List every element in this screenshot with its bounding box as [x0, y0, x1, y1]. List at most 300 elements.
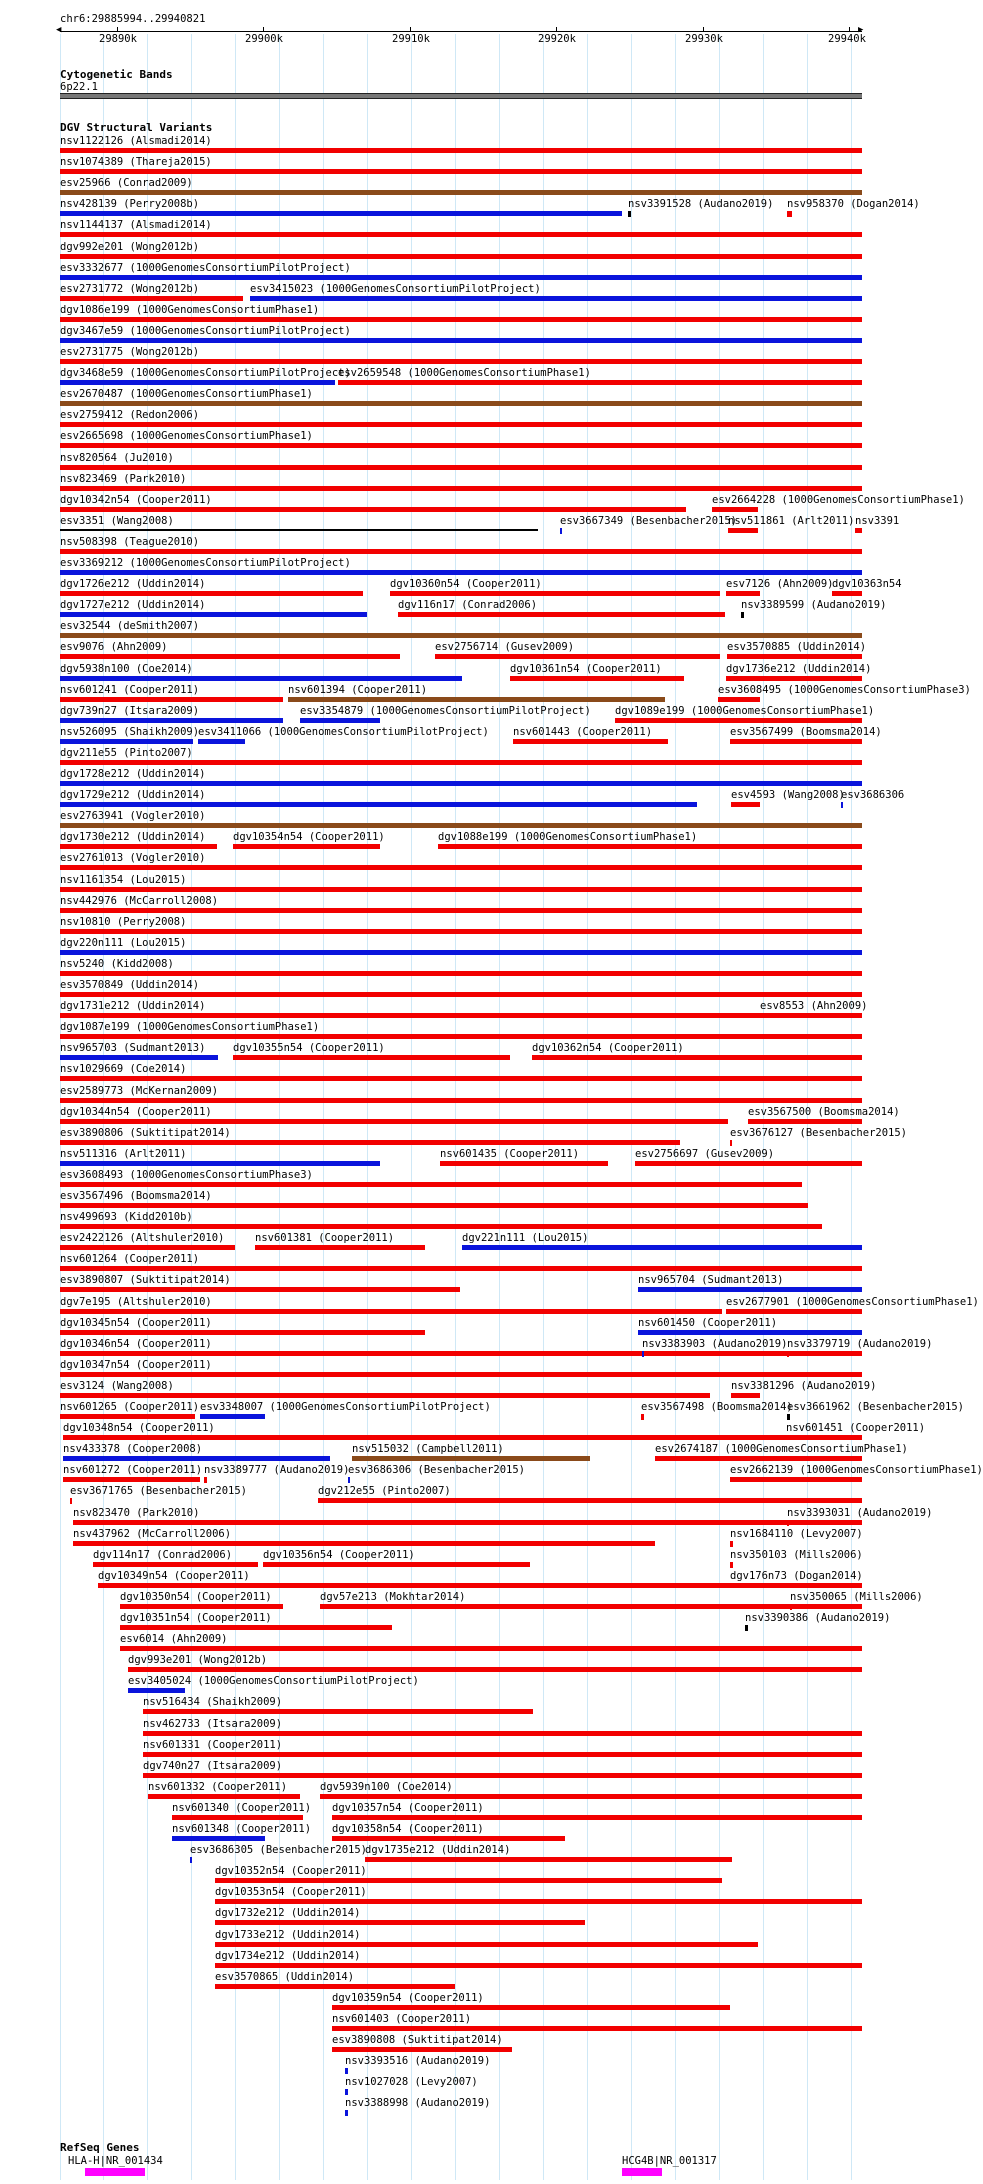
- variant-bar[interactable]: [730, 1477, 862, 1482]
- variant-label[interactable]: dgv10350n54 (Cooper2011): [120, 1591, 272, 1603]
- variant-label[interactable]: nsv508398 (Teague2010): [60, 536, 200, 548]
- variant-bar[interactable]: [60, 317, 862, 322]
- variant-bar[interactable]: [60, 465, 862, 470]
- variant-label[interactable]: dgv5938n100 (Coe2014): [60, 663, 193, 675]
- variant-bar[interactable]: [730, 1583, 760, 1588]
- variant-bar[interactable]: [345, 2110, 348, 2116]
- variant-label[interactable]: esv6014 (Ahn2009): [120, 1633, 228, 1645]
- variant-bar[interactable]: [60, 865, 862, 870]
- variant-label[interactable]: dgv1734e212 (Uddin2014): [215, 1950, 361, 1962]
- variant-bar[interactable]: [345, 2068, 348, 2074]
- variant-bar[interactable]: [60, 169, 862, 174]
- variant-bar[interactable]: [790, 1604, 792, 1610]
- variant-label[interactable]: dgv10354n54 (Cooper2011): [233, 831, 385, 843]
- variant-label[interactable]: esv2674187 (1000GenomesConsortiumPhase1): [655, 1443, 908, 1455]
- variant-bar[interactable]: [726, 676, 862, 681]
- variant-label[interactable]: nsv601394 (Cooper2011): [288, 684, 428, 696]
- variant-bar[interactable]: [60, 338, 862, 343]
- variant-label[interactable]: dgv176n73 (Dogan2014): [730, 1570, 863, 1582]
- variant-bar[interactable]: [128, 1688, 185, 1693]
- variant-bar[interactable]: [263, 1562, 530, 1567]
- variant-label[interactable]: dgv1086e199 (1000GenomesConsortiumPhase1): [60, 304, 320, 316]
- variant-label[interactable]: esv2756697 (Gusev2009): [635, 1148, 775, 1160]
- variant-label[interactable]: nsv1029669 (Coe2014): [60, 1063, 187, 1075]
- variant-label[interactable]: dgv992e201 (Wong2012b): [60, 241, 200, 253]
- variant-bar[interactable]: [143, 1731, 862, 1736]
- variant-label[interactable]: esv3415023 (1000GenomesConsortiumPilotProject): [250, 283, 541, 295]
- variant-bar[interactable]: [60, 529, 538, 531]
- variant-label[interactable]: dgv10355n54 (Cooper2011): [233, 1042, 385, 1054]
- variant-bar[interactable]: [320, 1604, 862, 1609]
- variant-bar[interactable]: [532, 1055, 862, 1060]
- variant-bar[interactable]: [204, 1477, 207, 1483]
- variant-bar[interactable]: [731, 1393, 760, 1398]
- variant-label[interactable]: esv3354879 (1000GenomesConsortiumPilotProject): [300, 705, 591, 717]
- variant-bar[interactable]: [655, 1456, 862, 1461]
- variant-label[interactable]: dgv1730e212 (Uddin2014): [60, 831, 206, 843]
- variant-label[interactable]: dgv221n111 (Lou2015): [462, 1232, 589, 1244]
- variant-bar[interactable]: [435, 654, 720, 659]
- variant-label[interactable]: dgv10346n54 (Cooper2011): [60, 1338, 212, 1350]
- variant-bar[interactable]: [60, 697, 283, 702]
- variant-label[interactable]: dgv10348n54 (Cooper2011): [63, 1422, 215, 1434]
- variant-bar[interactable]: [60, 380, 335, 385]
- variant-label[interactable]: esv3124 (Wang2008): [60, 1380, 174, 1392]
- gene-bar[interactable]: [622, 2168, 662, 2176]
- variant-bar[interactable]: [787, 1414, 790, 1420]
- variant-bar[interactable]: [60, 1013, 760, 1018]
- variant-label[interactable]: dgv10359n54 (Cooper2011): [332, 1992, 484, 2004]
- variant-bar[interactable]: [60, 802, 697, 807]
- variant-bar[interactable]: [60, 1098, 862, 1103]
- variant-label[interactable]: dgv740n27 (Itsara2009): [143, 1760, 283, 1772]
- variant-bar[interactable]: [198, 739, 245, 744]
- variant-label[interactable]: dgv993e201 (Wong2012b): [128, 1654, 268, 1666]
- variant-label[interactable]: nsv601332 (Cooper2011): [148, 1781, 288, 1793]
- variant-bar[interactable]: [398, 612, 725, 617]
- variant-label[interactable]: esv2763941 (Vogler2010): [60, 810, 206, 822]
- variant-label[interactable]: dgv10345n54 (Cooper2011): [60, 1317, 212, 1329]
- variant-label[interactable]: nsv5240 (Kidd2008): [60, 958, 174, 970]
- variant-label[interactable]: nsv601331 (Cooper2011): [143, 1739, 283, 1751]
- variant-bar[interactable]: [60, 1034, 862, 1039]
- variant-label[interactable]: esv2670487 (1000GenomesConsortiumPhase1): [60, 388, 313, 400]
- variant-label[interactable]: esv3671765 (Besenbacher2015): [70, 1485, 248, 1497]
- variant-bar[interactable]: [60, 1393, 710, 1398]
- variant-bar[interactable]: [60, 232, 862, 237]
- variant-bar[interactable]: [60, 401, 862, 406]
- variant-bar[interactable]: [148, 1794, 300, 1799]
- variant-label[interactable]: nsv601340 (Cooper2011): [172, 1802, 312, 1814]
- variant-label[interactable]: nsv526095 (Shaikh2009): [60, 726, 200, 738]
- variant-label[interactable]: dgv1088e199 (1000GenomesConsortiumPhase1): [438, 831, 698, 843]
- variant-label[interactable]: nsv601272 (Cooper2011): [63, 1464, 203, 1476]
- variant-label[interactable]: dgv10349n54 (Cooper2011): [98, 1570, 250, 1582]
- variant-label[interactable]: esv3608493 (1000GenomesConsortiumPhase3): [60, 1169, 313, 1181]
- variant-label[interactable]: dgv1087e199 (1000GenomesConsortiumPhase1): [60, 1021, 320, 1033]
- variant-bar[interactable]: [787, 1351, 789, 1357]
- variant-label[interactable]: esv3676127 (Besenbacher2015): [730, 1127, 908, 1139]
- variant-bar[interactable]: [128, 1667, 862, 1672]
- variant-bar[interactable]: [60, 1076, 862, 1081]
- variant-label[interactable]: nsv428139 (Perry2008b): [60, 198, 200, 210]
- variant-bar[interactable]: [787, 1520, 789, 1526]
- variant-bar[interactable]: [352, 1456, 590, 1461]
- variant-bar[interactable]: [215, 1899, 862, 1904]
- variant-label[interactable]: nsv601264 (Cooper2011): [60, 1253, 200, 1265]
- variant-bar[interactable]: [190, 1857, 192, 1863]
- variant-bar[interactable]: [60, 422, 862, 427]
- variant-bar[interactable]: [60, 296, 243, 301]
- variant-label[interactable]: nsv516434 (Shaikh2009): [143, 1696, 283, 1708]
- variant-label[interactable]: nsv1027028 (Levy2007): [345, 2076, 478, 2088]
- variant-bar[interactable]: [628, 211, 631, 217]
- variant-label[interactable]: dgv220n111 (Lou2015): [60, 937, 187, 949]
- variant-bar[interactable]: [332, 2047, 512, 2052]
- variant-label[interactable]: esv3686306: [841, 789, 905, 801]
- variant-bar[interactable]: [60, 1309, 722, 1314]
- variant-label[interactable]: nsv3383903 (Audano2019): [642, 1338, 788, 1350]
- variant-label[interactable]: nsv965703 (Sudmant2013): [60, 1042, 206, 1054]
- variant-bar[interactable]: [60, 254, 862, 259]
- variant-bar[interactable]: [348, 1477, 350, 1483]
- variant-label[interactable]: esv3411066 (1000GenomesConsortiumPilotProject): [198, 726, 489, 738]
- variant-bar[interactable]: [60, 1161, 380, 1166]
- variant-label[interactable]: esv8553 (Ahn2009): [760, 1000, 868, 1012]
- variant-label[interactable]: nsv1122126 (Alsmadi2014): [60, 135, 212, 147]
- variant-label[interactable]: esv3570885 (Uddin2014): [727, 641, 867, 653]
- variant-bar[interactable]: [332, 2026, 862, 2031]
- variant-label[interactable]: dgv1735e212 (Uddin2014): [365, 1844, 511, 1856]
- variant-label[interactable]: esv3661962 (Besenbacher2015): [787, 1401, 965, 1413]
- variant-label[interactable]: nsv437962 (McCarroll2006): [73, 1528, 232, 1540]
- variant-bar[interactable]: [638, 1330, 862, 1335]
- variant-bar[interactable]: [730, 739, 862, 744]
- variant-bar[interactable]: [60, 275, 862, 280]
- variant-bar[interactable]: [60, 823, 862, 828]
- variant-bar[interactable]: [332, 1815, 862, 1820]
- variant-label[interactable]: dgv212e55 (Pinto2007): [318, 1485, 451, 1497]
- variant-bar[interactable]: [320, 1794, 862, 1799]
- variant-bar[interactable]: [215, 1984, 455, 1989]
- variant-bar[interactable]: [60, 1287, 460, 1292]
- variant-label[interactable]: dgv1736e212 (Uddin2014): [726, 663, 872, 675]
- variant-bar[interactable]: [60, 1055, 218, 1060]
- variant-label[interactable]: dgv10357n54 (Cooper2011): [332, 1802, 484, 1814]
- variant-label[interactable]: dgv7e195 (Altshuler2010): [60, 1296, 212, 1308]
- variant-bar[interactable]: [332, 1836, 565, 1841]
- variant-label[interactable]: esv2756714 (Gusev2009): [435, 641, 575, 653]
- variant-label[interactable]: nsv1161354 (Lou2015): [60, 874, 187, 886]
- variant-label[interactable]: dgv57e213 (Mokhtar2014): [320, 1591, 466, 1603]
- variant-bar[interactable]: [60, 1140, 680, 1145]
- variant-bar[interactable]: [233, 844, 380, 849]
- variant-bar[interactable]: [60, 992, 862, 997]
- variant-label[interactable]: dgv10358n54 (Cooper2011): [332, 1823, 484, 1835]
- variant-bar[interactable]: [60, 443, 862, 448]
- variant-label[interactable]: nsv601241 (Cooper2011): [60, 684, 200, 696]
- variant-label[interactable]: nsv350103 (Mills2006): [730, 1549, 863, 1561]
- variant-label[interactable]: dgv10360n54 (Cooper2011): [390, 578, 542, 590]
- variant-label[interactable]: dgv3468e59 (1000GenomesConsortiumPilotProject): [60, 367, 351, 379]
- variant-label[interactable]: dgv3467e59 (1000GenomesConsortiumPilotProject): [60, 325, 351, 337]
- variant-label[interactable]: nsv601381 (Cooper2011): [255, 1232, 395, 1244]
- variant-bar[interactable]: [60, 781, 862, 786]
- variant-bar[interactable]: [60, 570, 862, 575]
- variant-bar[interactable]: [438, 844, 862, 849]
- variant-bar[interactable]: [60, 211, 622, 216]
- variant-label[interactable]: nsv3391: [855, 515, 900, 527]
- variant-label[interactable]: esv9076 (Ahn2009): [60, 641, 168, 653]
- variant-label[interactable]: nsv499693 (Kidd2010b): [60, 1211, 193, 1223]
- variant-label[interactable]: nsv1684110 (Levy2007): [730, 1528, 863, 1540]
- variant-label[interactable]: esv3667349 (Besenbacher2015): [560, 515, 738, 527]
- variant-label[interactable]: nsv10810 (Perry2008): [60, 916, 187, 928]
- variant-bar[interactable]: [745, 1625, 748, 1631]
- variant-bar[interactable]: [60, 1372, 862, 1377]
- variant-label[interactable]: esv2659548 (1000GenomesConsortiumPhase1): [338, 367, 591, 379]
- variant-label[interactable]: dgv10342n54 (Cooper2011): [60, 494, 212, 506]
- variant-bar[interactable]: [60, 1351, 862, 1356]
- variant-label[interactable]: esv2761013 (Vogler2010): [60, 852, 206, 864]
- variant-label[interactable]: nsv601443 (Cooper2011): [513, 726, 653, 738]
- variant-bar[interactable]: [60, 676, 462, 681]
- variant-bar[interactable]: [60, 1330, 425, 1335]
- variant-label[interactable]: nsv3390386 (Audano2019): [745, 1612, 891, 1624]
- variant-label[interactable]: dgv1089e199 (1000GenomesConsortiumPhase1): [615, 705, 875, 717]
- gene-label[interactable]: HLA-H|NR_001434: [68, 2155, 163, 2167]
- variant-label[interactable]: dgv211e55 (Pinto2007): [60, 747, 193, 759]
- variant-label[interactable]: nsv3393031 (Audano2019): [787, 1507, 933, 1519]
- variant-label[interactable]: dgv1733e212 (Uddin2014): [215, 1929, 361, 1941]
- variant-label[interactable]: nsv3391528 (Audano2019): [628, 198, 774, 210]
- variant-bar[interactable]: [60, 1119, 728, 1124]
- variant-bar[interactable]: [338, 380, 862, 385]
- variant-bar[interactable]: [841, 802, 843, 808]
- variant-label[interactable]: nsv3389777 (Audano2019): [204, 1464, 350, 1476]
- variant-label[interactable]: dgv10362n54 (Cooper2011): [532, 1042, 684, 1054]
- variant-label[interactable]: dgv1732e212 (Uddin2014): [215, 1907, 361, 1919]
- variant-bar[interactable]: [60, 844, 217, 849]
- variant-label[interactable]: nsv601403 (Cooper2011): [332, 2013, 472, 2025]
- variant-label[interactable]: dgv10363n54: [832, 578, 902, 590]
- variant-label[interactable]: esv3332677 (1000GenomesConsortiumPilotProject): [60, 262, 351, 274]
- variant-bar[interactable]: [635, 1161, 862, 1166]
- variant-bar[interactable]: [60, 950, 862, 955]
- variant-label[interactable]: esv3405024 (1000GenomesConsortiumPilotProject): [128, 1675, 419, 1687]
- variant-label[interactable]: dgv10356n54 (Cooper2011): [263, 1549, 415, 1561]
- variant-bar[interactable]: [731, 802, 760, 807]
- variant-label[interactable]: esv3567500 (Boomsma2014): [748, 1106, 900, 1118]
- variant-bar[interactable]: [513, 739, 668, 744]
- variant-bar[interactable]: [250, 296, 862, 301]
- variant-bar[interactable]: [641, 1414, 644, 1420]
- variant-bar[interactable]: [120, 1646, 862, 1651]
- variant-label[interactable]: nsv823470 (Park2010): [73, 1507, 200, 1519]
- variant-label[interactable]: esv3351 (Wang2008): [60, 515, 174, 527]
- variant-bar[interactable]: [60, 760, 862, 765]
- variant-bar[interactable]: [510, 676, 684, 681]
- variant-label[interactable]: esv2662139 (1000GenomesConsortiumPhase1): [730, 1464, 983, 1476]
- variant-bar[interactable]: [288, 697, 665, 702]
- variant-bar[interactable]: [120, 1604, 283, 1609]
- variant-bar[interactable]: [143, 1752, 862, 1757]
- variant-bar[interactable]: [730, 1140, 732, 1146]
- variant-bar[interactable]: [741, 612, 744, 618]
- variant-bar[interactable]: [345, 2089, 348, 2095]
- variant-bar[interactable]: [60, 633, 862, 638]
- variant-label[interactable]: esv2665698 (1000GenomesConsortiumPhase1): [60, 430, 313, 442]
- variant-bar[interactable]: [70, 1498, 72, 1504]
- variant-bar[interactable]: [728, 528, 758, 533]
- variant-bar[interactable]: [642, 1351, 644, 1357]
- variant-bar[interactable]: [60, 1414, 195, 1419]
- variant-bar[interactable]: [73, 1520, 862, 1525]
- variant-bar[interactable]: [60, 507, 686, 512]
- variant-bar[interactable]: [60, 359, 862, 364]
- variant-bar[interactable]: [718, 697, 760, 702]
- variant-label[interactable]: esv4593 (Wang2008): [731, 789, 845, 801]
- variant-bar[interactable]: [855, 528, 862, 533]
- variant-label[interactable]: esv3567496 (Boomsma2014): [60, 1190, 212, 1202]
- variant-label[interactable]: dgv739n27 (Itsara2009): [60, 705, 200, 717]
- variant-bar[interactable]: [60, 739, 193, 744]
- variant-label[interactable]: dgv5939n100 (Coe2014): [320, 1781, 453, 1793]
- variant-label[interactable]: dgv114n17 (Conrad2006): [93, 1549, 233, 1561]
- variant-label[interactable]: esv3890807 (Suktitipat2014): [60, 1274, 231, 1286]
- variant-bar[interactable]: [712, 507, 758, 512]
- variant-label[interactable]: dgv1731e212 (Uddin2014): [60, 1000, 206, 1012]
- variant-bar[interactable]: [730, 1541, 733, 1547]
- variant-label[interactable]: nsv3388998 (Audano2019): [345, 2097, 491, 2109]
- variant-label[interactable]: esv3608495 (1000GenomesConsortiumPhase3): [718, 684, 971, 696]
- variant-label[interactable]: dgv10351n54 (Cooper2011): [120, 1612, 272, 1624]
- variant-bar[interactable]: [233, 1055, 510, 1060]
- variant-bar[interactable]: [60, 549, 862, 554]
- variant-bar[interactable]: [60, 654, 400, 659]
- variant-label[interactable]: esv3567499 (Boomsma2014): [730, 726, 882, 738]
- variant-bar[interactable]: [60, 1203, 808, 1208]
- variant-label[interactable]: nsv601435 (Cooper2011): [440, 1148, 580, 1160]
- variant-bar[interactable]: [172, 1815, 303, 1820]
- variant-bar[interactable]: [786, 1435, 862, 1440]
- variant-label[interactable]: nsv511861 (Arlt2011): [728, 515, 855, 527]
- variant-label[interactable]: nsv350065 (Mills2006): [790, 1591, 923, 1603]
- variant-label[interactable]: nsv601265 (Cooper2011): [60, 1401, 200, 1413]
- variant-bar[interactable]: [63, 1435, 862, 1440]
- variant-bar[interactable]: [440, 1161, 608, 1166]
- variant-label[interactable]: esv2731772 (Wong2012b): [60, 283, 200, 295]
- variant-bar[interactable]: [60, 486, 862, 491]
- variant-label[interactable]: nsv515032 (Campbell2011): [352, 1443, 504, 1455]
- variant-bar[interactable]: [60, 1245, 235, 1250]
- variant-bar[interactable]: [120, 1625, 392, 1630]
- variant-label[interactable]: esv2759412 (Redon2006): [60, 409, 200, 421]
- variant-label[interactable]: dgv1729e212 (Uddin2014): [60, 789, 206, 801]
- variant-label[interactable]: dgv10347n54 (Cooper2011): [60, 1359, 212, 1371]
- variant-label[interactable]: nsv820564 (Ju2010): [60, 452, 174, 464]
- variant-bar[interactable]: [215, 1963, 862, 1968]
- variant-label[interactable]: nsv462733 (Itsara2009): [143, 1718, 283, 1730]
- variant-label[interactable]: esv3890808 (Suktitipat2014): [332, 2034, 503, 2046]
- variant-label[interactable]: esv7126 (Ahn2009): [726, 578, 834, 590]
- variant-label[interactable]: nsv601450 (Cooper2011): [638, 1317, 778, 1329]
- variant-label[interactable]: nsv511316 (Arlt2011): [60, 1148, 187, 1160]
- variant-label[interactable]: nsv3393516 (Audano2019): [345, 2055, 491, 2067]
- variant-bar[interactable]: [60, 1266, 862, 1271]
- variant-label[interactable]: esv3686305 (Besenbacher2015): [190, 1844, 368, 1856]
- variant-label[interactable]: nsv1074389 (Thareja2015): [60, 156, 212, 168]
- variant-label[interactable]: nsv601348 (Cooper2011): [172, 1823, 312, 1835]
- variant-label[interactable]: esv3348007 (1000GenomesConsortiumPilotProject): [200, 1401, 491, 1413]
- variant-bar[interactable]: [60, 148, 862, 153]
- variant-bar[interactable]: [200, 1414, 265, 1419]
- variant-label[interactable]: nsv1144137 (Alsmadi2014): [60, 219, 212, 231]
- variant-bar[interactable]: [462, 1245, 862, 1250]
- variant-label[interactable]: nsv823469 (Park2010): [60, 473, 187, 485]
- variant-bar[interactable]: [730, 1562, 733, 1568]
- variant-bar[interactable]: [215, 1878, 722, 1883]
- variant-bar[interactable]: [748, 1119, 862, 1124]
- variant-bar[interactable]: [390, 591, 720, 596]
- variant-bar[interactable]: [365, 1857, 732, 1862]
- variant-bar[interactable]: [93, 1562, 258, 1567]
- variant-bar[interactable]: [60, 1224, 822, 1229]
- variant-bar[interactable]: [300, 718, 380, 723]
- variant-label[interactable]: esv2664228 (1000GenomesConsortiumPhase1): [712, 494, 965, 506]
- variant-bar[interactable]: [255, 1245, 425, 1250]
- variant-bar[interactable]: [726, 1309, 862, 1314]
- variant-label[interactable]: nsv958370 (Dogan2014): [787, 198, 920, 210]
- variant-bar[interactable]: [60, 887, 862, 892]
- variant-label[interactable]: esv25966 (Conrad2009): [60, 177, 193, 189]
- variant-bar[interactable]: [60, 908, 862, 913]
- gene-bar[interactable]: [85, 2168, 145, 2176]
- variant-label[interactable]: dgv1728e212 (Uddin2014): [60, 768, 206, 780]
- variant-label[interactable]: nsv3379719 (Audano2019): [787, 1338, 933, 1350]
- cyto-band-bar[interactable]: [60, 93, 862, 99]
- variant-bar[interactable]: [215, 1920, 585, 1925]
- variant-bar[interactable]: [60, 190, 862, 195]
- variant-label[interactable]: esv3570865 (Uddin2014): [215, 1971, 355, 1983]
- variant-bar[interactable]: [727, 654, 862, 659]
- variant-bar[interactable]: [615, 718, 862, 723]
- variant-label[interactable]: esv3890806 (Suktitipat2014): [60, 1127, 231, 1139]
- variant-label[interactable]: dgv10353n54 (Cooper2011): [215, 1886, 367, 1898]
- variant-bar[interactable]: [60, 971, 862, 976]
- variant-bar[interactable]: [73, 1541, 655, 1546]
- variant-bar[interactable]: [215, 1942, 758, 1947]
- variant-label[interactable]: nsv3381296 (Audano2019): [731, 1380, 877, 1392]
- variant-bar[interactable]: [172, 1836, 265, 1841]
- variant-bar[interactable]: [760, 1013, 862, 1018]
- variant-bar[interactable]: [63, 1456, 330, 1461]
- variant-bar[interactable]: [638, 1287, 862, 1292]
- variant-bar[interactable]: [60, 591, 363, 596]
- variant-label[interactable]: nsv433378 (Cooper2008): [63, 1443, 203, 1455]
- variant-bar[interactable]: [60, 612, 367, 617]
- variant-label[interactable]: nsv3389599 (Audano2019): [741, 599, 887, 611]
- variant-bar[interactable]: [332, 2005, 730, 2010]
- variant-bar[interactable]: [787, 211, 792, 217]
- gene-label[interactable]: HCG4B|NR_001317: [622, 2155, 717, 2167]
- variant-label[interactable]: esv2731775 (Wong2012b): [60, 346, 200, 358]
- variant-label[interactable]: dgv10344n54 (Cooper2011): [60, 1106, 212, 1118]
- variant-label[interactable]: nsv965704 (Sudmant2013): [638, 1274, 784, 1286]
- variant-label[interactable]: esv3686306 (Besenbacher2015): [348, 1464, 526, 1476]
- variant-bar[interactable]: [60, 718, 283, 723]
- variant-bar[interactable]: [832, 591, 862, 596]
